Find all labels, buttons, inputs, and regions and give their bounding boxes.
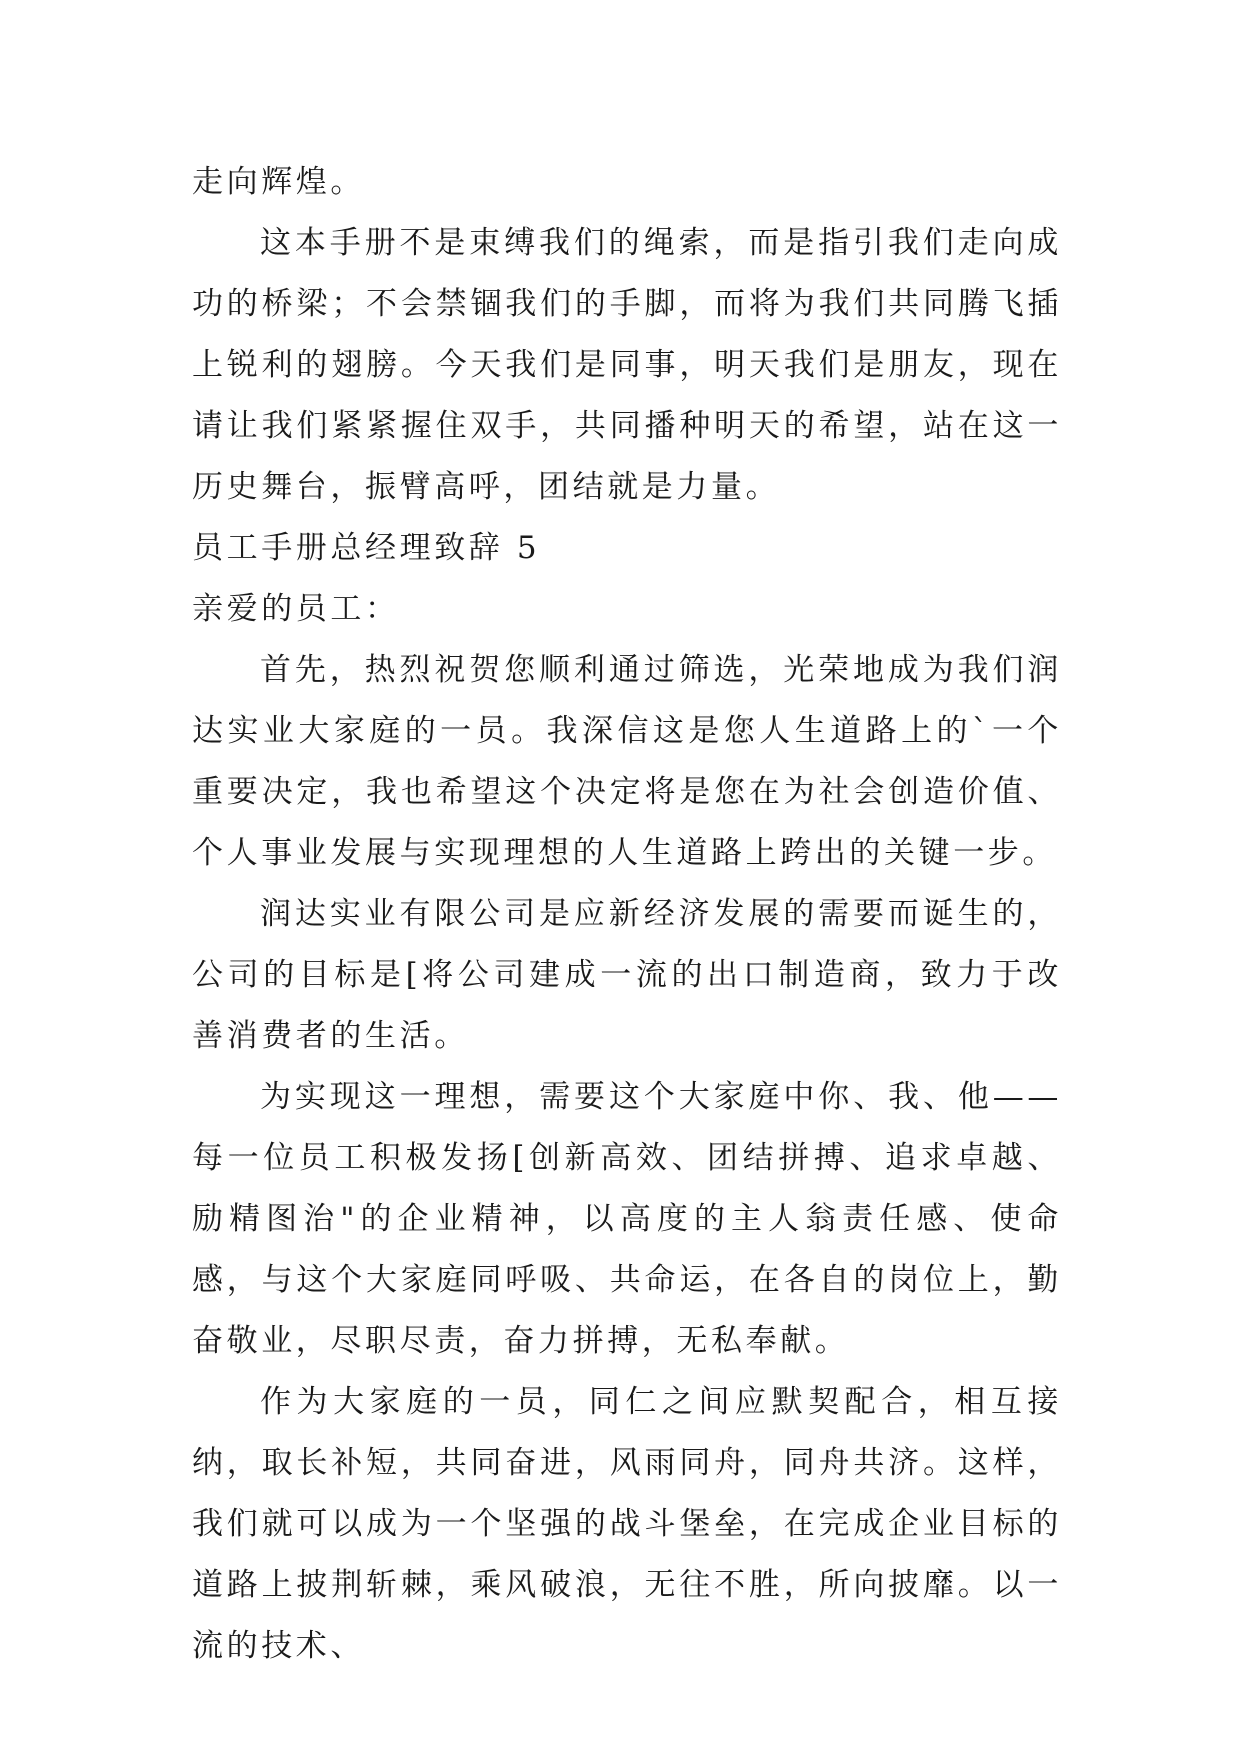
salutation: 亲爱的员工： <box>192 591 400 627</box>
paragraph-5: 为实现这一理想，需要这个大家庭中你、我、他——每一位员工积极发扬[创新高效、团结拼搏、追求卓越、励精图治"的企业精神，以高度的主人翁责任感、使命感，与这个大家庭同呼吸、共命运，在各自的岗位上，勤奋敬业，尽职尽责，奋力拼搏，无私奉献。 <box>192 1079 1062 1359</box>
paragraph-3: 首先，热烈祝贺您顺利通过筛选，光荣地成为我们润达实业大家庭的一员。我深信这是您人生道路上的`一个重要决定，我也希望这个决定将是您在为社会创造价值、个人事业发展与实现理想的人生道路上跨出的关键一步。 <box>192 652 1062 871</box>
paragraph-4: 润达实业有限公司是应新经济发展的需要而诞生的，公司的目标是[将公司建成一流的出口制造商，致力于改善消费者的生活。 <box>192 896 1062 1054</box>
paragraph-1: 走向辉煌。 <box>192 164 365 200</box>
paragraph-6: 作为大家庭的一员，同仁之间应默契配合，相互接纳，取长补短，共同奋进，风雨同舟，同舟共济。这样，我们就可以成为一个坚强的战斗堡垒，在完成企业目标的道路上披荆斩棘，乘风破浪，无往不胜，所向披靡。以一流的技术、 <box>192 1384 1062 1664</box>
section-heading: 员工手册总经理致辞 5 <box>192 530 541 566</box>
document-body <box>192 152 1062 1677</box>
paragraph-2: 这本手册不是束缚我们的绳索，而是指引我们走向成功的桥梁；不会禁锢我们的手脚，而将为我们共同腾飞插上锐利的翅膀。今天我们是同事，明天我们是朋友，现在请让我们紧紧握住双手，共同播种明天的希望，站在这一历史舞台，振臂高呼，团结就是力量。 <box>192 225 1062 505</box>
